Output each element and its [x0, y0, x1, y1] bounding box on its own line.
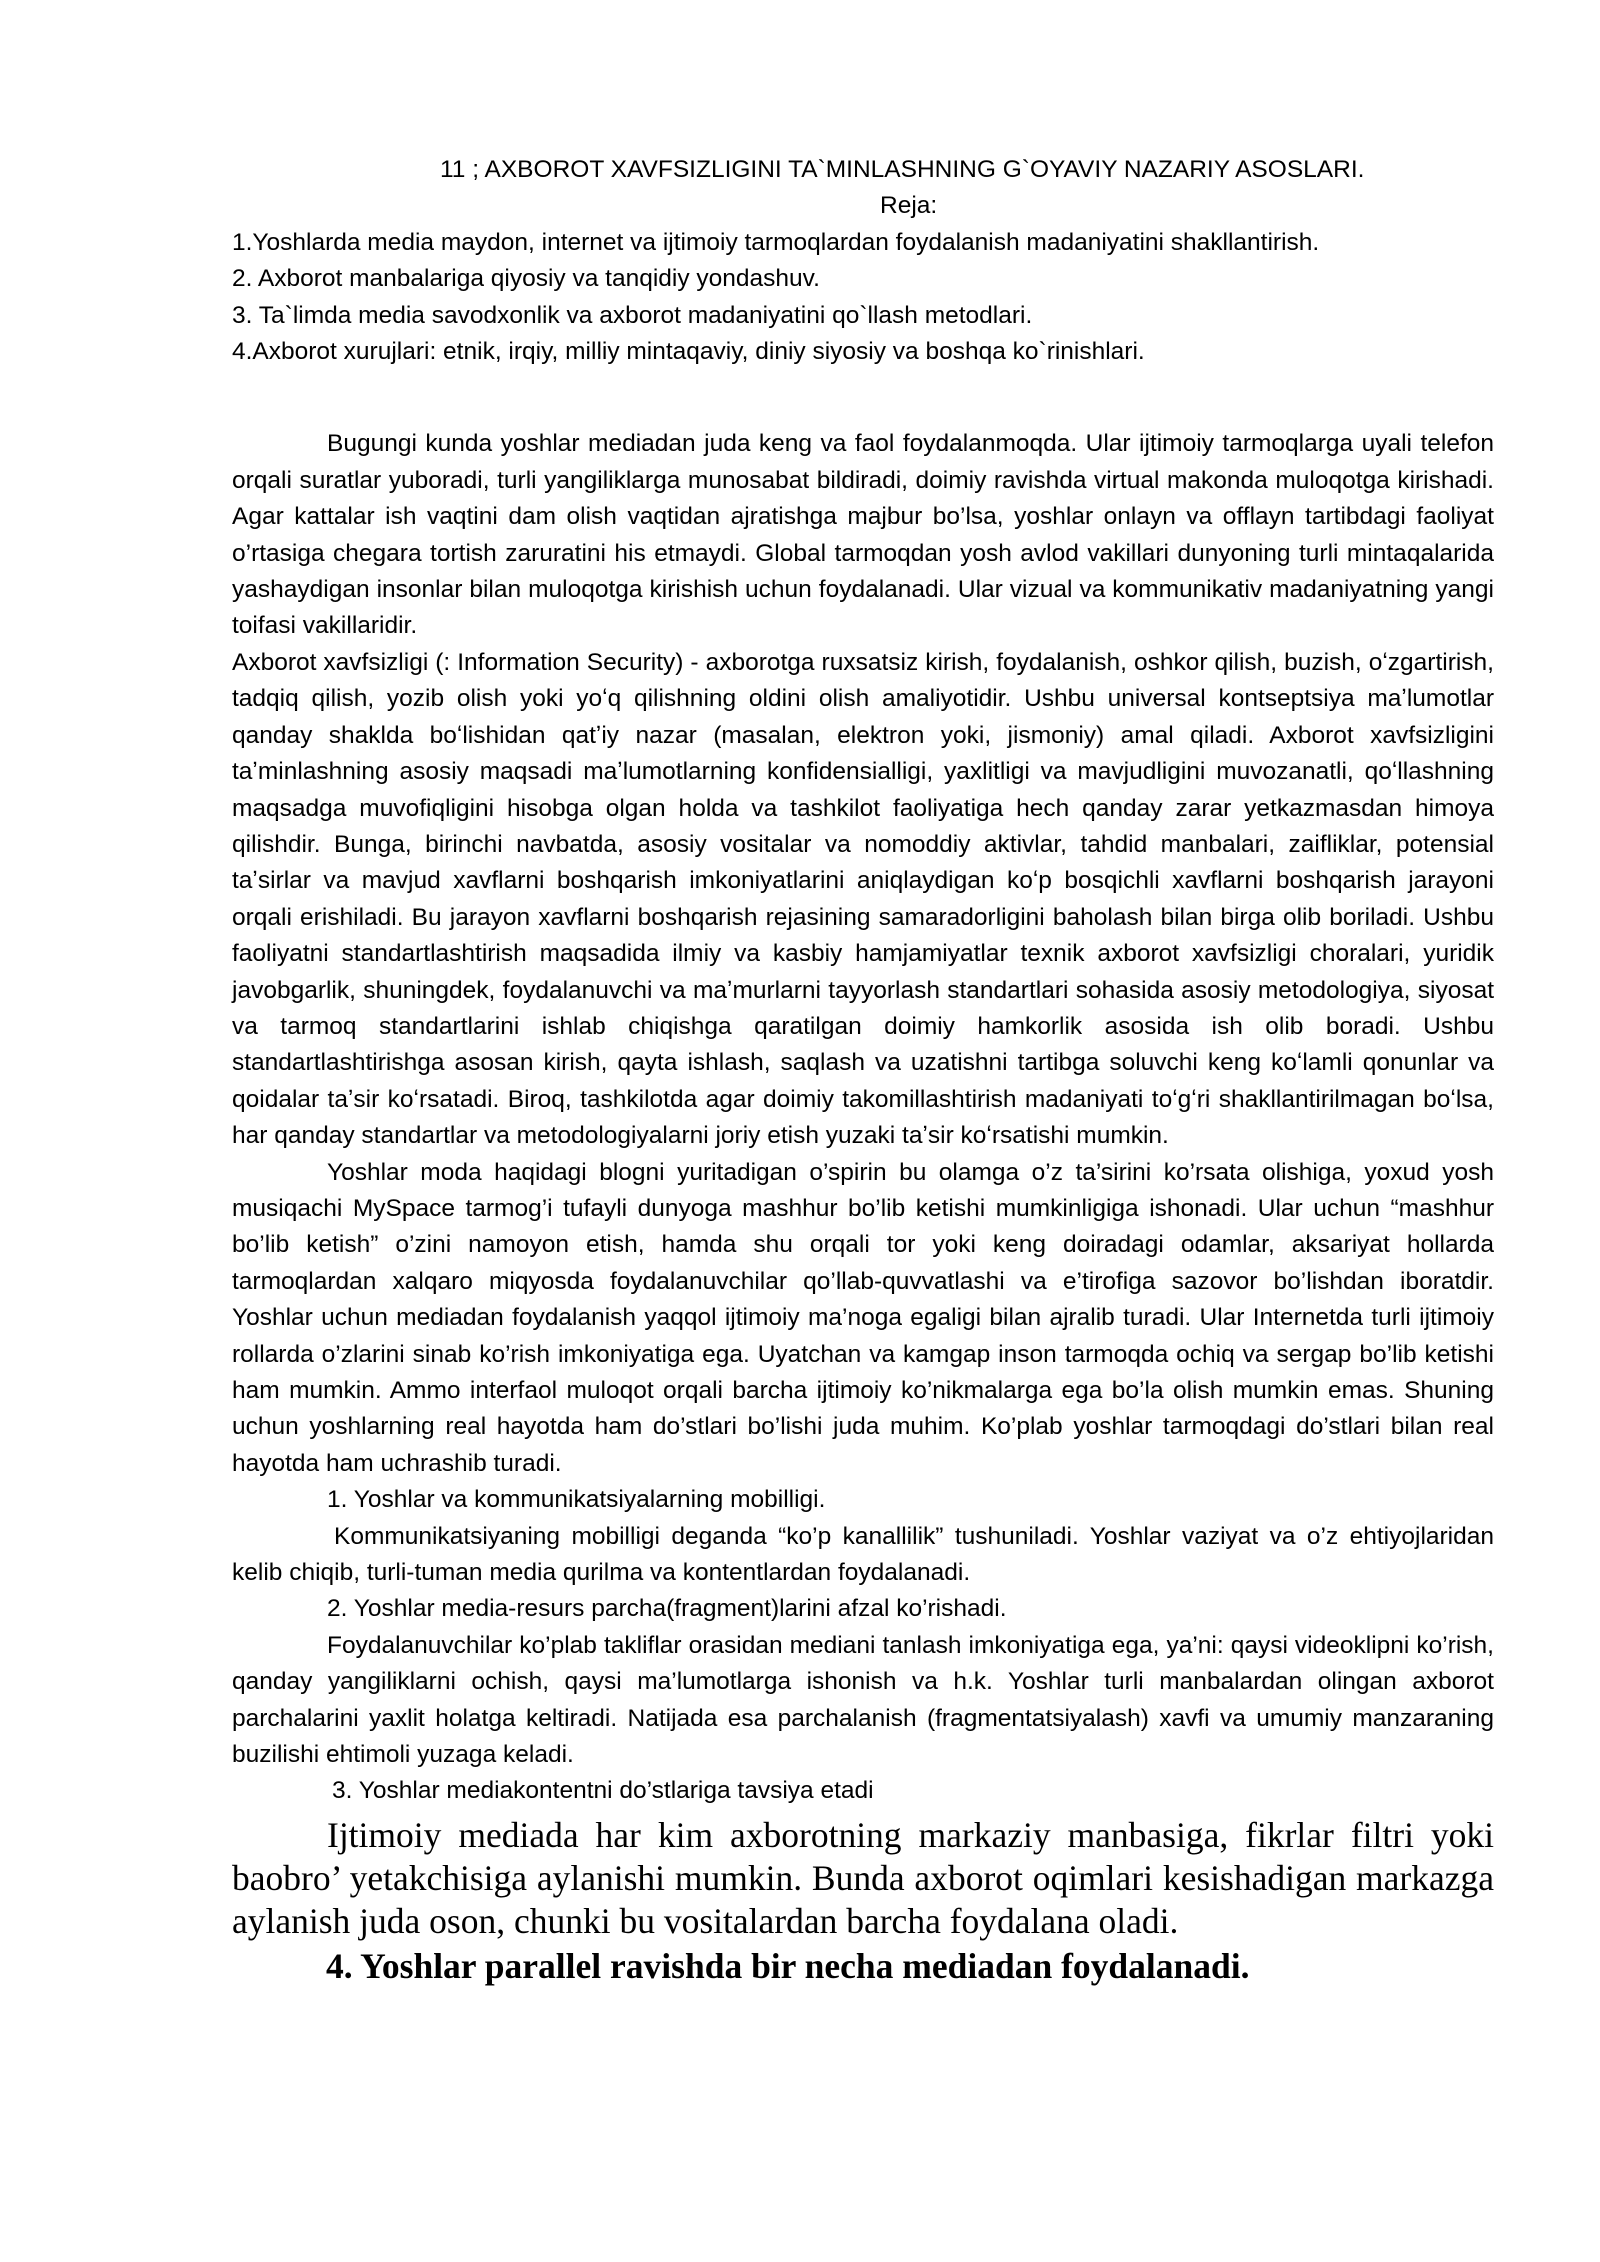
- plan-heading: Reja:: [880, 192, 938, 220]
- paragraph-intro: Bugungi kunda yoshlar mediadan juda keng va faol foydalanmoqda. Ular ijtimoiy tarmoqlarga uyali telefon orqali suratlar yuboradi, turli yangiliklarga munosabat bildiradi, doimiy ravishda virtual makonda muloqotga kirishadi. Agar kattalar ish vaqtini dam olish vaqtidan ajratishga majbur bo’lsa, yoshlar onlayn va offlayn tartibdagi faoliyat o’rtasiga chegara tortish zaruratini his etmaydi. Global tarmoqdan yosh avlod vakillari dunyoning turli mintaqalarida yashaydigan insonlar bilan muloqotga kirishish uchun foydalanadi. Ular vizual va kommunikativ madaniyatning yangi toifasi vakillaridir.: [232, 430, 1494, 640]
- section-2-text: Foydalanuvchilar ko’plab takliflar orasidan mediani tanlash imkoniyatiga ega, ya’ni: qaysi videoklipni ko’rish, qanday yangiliklarni ochish, qaysi ma’lumotlarga ishonish va h.k. Yoshlar turli manbalardan olingan axborot parchalarini yaxlit holatga keltiradi. Natijada esa parchalanish (fragmentatsiyalash) xavfi va umumiy manzaraning buzilishi ehtimoli yuzaga keladi.: [232, 1631, 1494, 1769]
- section-1-heading: 1. Yoshlar va kommunikatsiyalarning mobilligi.: [327, 1486, 826, 1514]
- plan-item-3: 3. Ta`limda media savodxonlik va axborot madaniyatini qo`llash metodlari.: [232, 301, 1033, 329]
- plan-item-1: 1.Yoshlarda media maydon, internet va ijtimoiy tarmoqlardan foydalanish madaniyatini shakllantirish.: [232, 228, 1320, 256]
- plan-item-2: 2. Axborot manbalariga qiyosiy va tanqidiy yondashuv.: [232, 265, 820, 293]
- paragraph-information-security: Axborot xavfsizligi (: Information Security) - axborotga ruxsatsiz kirish, foydalanish, oshkor qilish, buzish, oʻzgartirish, tadqiq qilish, yozib olish yoki yoʻq qilishning oldini olish amaliyotidir. Ushbu universal kontseptsiya maʼlumotlar qanday shaklda boʻlishidan qatʼiy nazar (masalan, elektron yoki, jismoniy) amal qiladi. Axborot xavfsizligini taʼminlashning asosiy maqsadi maʼlumotlarning konfidensialligi, yaxlitligi va mavjudligini muvozanatli, qoʻllashning maqsadga muvofiqligini hisobga olgan holda va tashkilot faoliyatiga hech qanday zarar yetkazmasdan himoya qilishdir. Bunga, birinchi navbatda, asosiy vositalar va nomoddiy aktivlar, tahdid manbalari, zaifliklar, potensial taʼsirlar va mavjud xavflarni boshqarish imkoniyatlarini aniqlaydigan koʻp bosqichli xavflarni boshqarish jarayoni orqali erishiladi. Bu jarayon xavflarni boshqarish rejasining samaradorligini baholash bilan birga olib boriladi. Ushbu faoliyatni standartlashtirish maqsadida ilmiy va kasbiy hamjamiyatlar texnik axborot xavfsizligi choralari, yuridik javobgarlik, shuningdek, foydalanuvchi va maʼmurlarni tayyorlash standartlari sohasida asosiy metodologiya, siyosat va tarmoq standartlarini ishlab chiqishga qaratilgan doimiy hamkorlik asosida ish olib boradi. Ushbu standartlashtirishga asosan kirish, qayta ishlash, saqlash va uzatishni tartibga soluvchi keng koʻlamli qonunlar va qoidalar taʼsir koʻrsatadi. Biroq, tashkilotda agar doimiy takomillashtirish madaniyati toʻgʻri shakllantirilmagan boʻlsa, har qanday standartlar va metodologiyalarni joriy etish yuzaki taʼsir koʻrsatishi mumkin.: [232, 648, 1494, 1150]
- section-3-text: Ijtimoiy mediada har kim axborotning markaziy manbasiga, fikrlar filtri yoki baobro’ yetakchisiga aylanishi mumkin. Bunda axborot oqimlari kesishadigan markazga aylanish juda oson, chunki bu vositalardan barcha foydalana oladi.: [232, 1814, 1494, 1941]
- plan-item-4: 4.Axborot xurujlari: etnik, irqiy, milliy mintaqaviy, diniy siyosiy va boshqa ko`rinishlari.: [232, 338, 1145, 366]
- paragraph-youth-fame: Yoshlar moda haqidagi blogni yuritadigan o’spirin bu olamga o’z ta’sirini ko’rsata olishiga, yoxud yosh musiqachi MySpace tarmog’i tufayli dunyoga mashhur bo’lib ketishi mumkinligiga ishonadi. Ular uchun “mashhur bo’lib ketish” o’zini namoyon etish, hamda shu orqali tor yoki keng doiradagi odamlar, aksariyat hollarda tarmoqlardan xalqaro miqyosda foydalanuvchilar qo’llab-quvvatlashi va e’tirofiga sazovor bo’lishdan iboratdir. Yoshlar uchun mediadan foydalanish yaqqol ijtimoiy ma’noga egaligi bilan ajralib turadi. Ular Internetda turli ijtimoiy rollarda o’zlarini sinab ko’rish imkoniyatiga ega. Uyatchan va kamgap inson tarmoqda ochiq va sergap bo’lib ketishi ham mumkin. Ammo interfaol muloqot orqali barcha ijtimoiy ko’nikmalarga ega bo’la olish mumkin emas. Shuning uchun yoshlarning real hayotda ham do’stlari bo’lishi juda muhim. Ko’plab yoshlar tarmoqdagi do’stlari bilan real hayotda ham uchrashib turadi.: [232, 1158, 1494, 1477]
- spacer: [232, 370, 1494, 426]
- section-4-heading: 4. Yoshlar parallel ravishda bir necha mediadan foydalanadi.: [326, 1945, 1250, 1986]
- section-1-text: Kommunikatsiyaning mobilligi deganda “ko’p kanallilik” tushuniladi. Yoshlar vaziyat va o’z ehtiyojlaridan kelib chiqib, turli-tuman media qurilma va kontentlardan foydalanadi.: [232, 1522, 1494, 1587]
- section-2-heading: 2. Yoshlar media-resurs parcha(fragment)larini afzal ko’rishadi.: [327, 1595, 1007, 1623]
- document-body: [232, 152, 1494, 1989]
- document-title: 11 ; AXBOROT XAVFSIZLIGINI TA`MINLASHNING G`OYAVIY NAZARIY ASOSLARI.: [440, 156, 1365, 183]
- section-3-heading: 3. Yoshlar mediakontentni do’stlariga tavsiya etadi: [332, 1777, 874, 1805]
